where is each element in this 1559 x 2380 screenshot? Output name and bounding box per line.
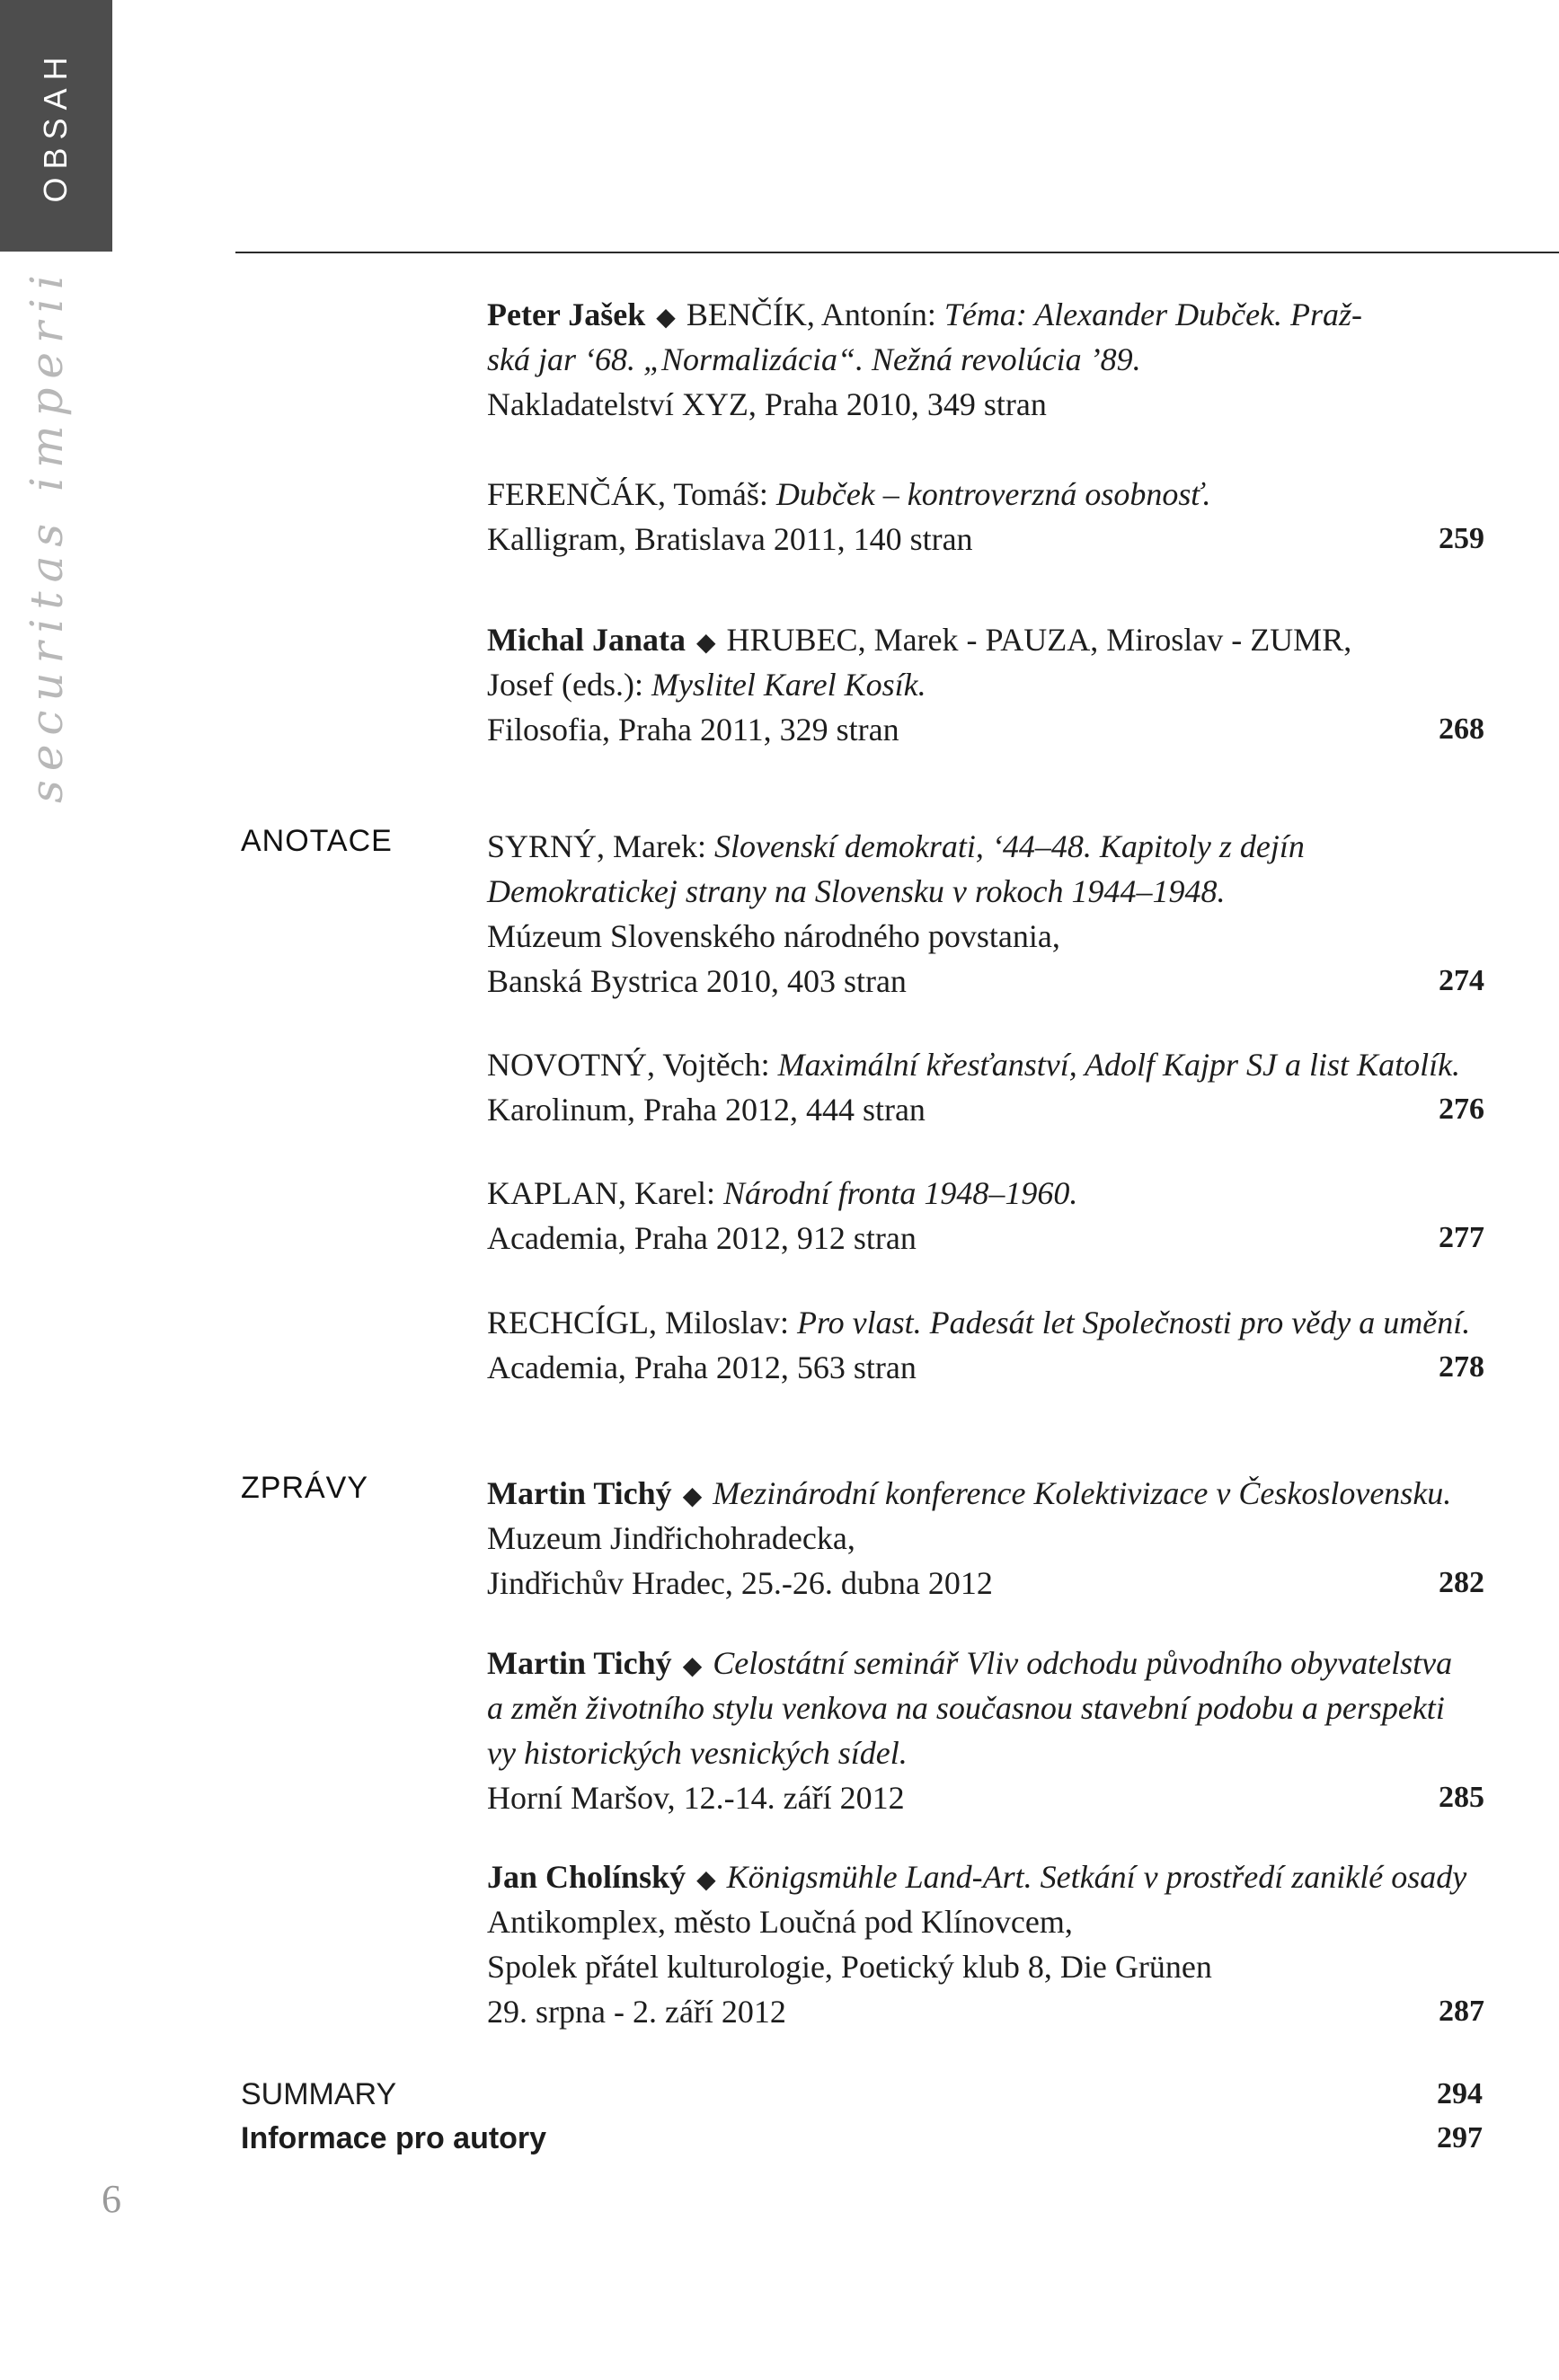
back-matter-page: 297 <box>1437 2121 1483 2154</box>
entry-page-number: 259 <box>1439 522 1484 555</box>
entry-text: Horní Maršov, 12.-14. září 2012 <box>487 1780 905 1816</box>
section-tab <box>0 0 112 252</box>
entry-title: Myslitel Karel Kosík. <box>651 667 926 703</box>
journal-title: securitas imperii <box>21 266 73 803</box>
section-tab-label: OBSAH <box>37 49 74 203</box>
entry-title: Téma: Alexander Dubček. Praž- <box>943 296 1363 332</box>
toc-entry-line <box>487 1944 1484 1989</box>
toc-entry-line <box>487 914 1484 959</box>
entry-page-number: 278 <box>1439 1350 1484 1384</box>
entry-title: Dubček – kontroverzná osobnosť. <box>775 476 1211 512</box>
diamond-icon: ◆ <box>696 1866 716 1894</box>
toc-entry-line <box>487 824 1484 869</box>
entry-text: Antikomplex, město Loučná pod Klínovcem, <box>487 1904 1073 1940</box>
header-rule <box>235 252 1559 253</box>
diamond-icon: ◆ <box>696 629 716 657</box>
entry-text: 29. srpna - 2. září 2012 <box>487 1994 786 2030</box>
entry-title: Maximální křesťanství, Adolf Kajpr SJ a list Katolík. <box>777 1047 1461 1083</box>
toc-entry-line <box>487 472 1484 517</box>
entry-author: Martin Tichý <box>487 1645 672 1681</box>
entry-text: Josef (eds.): <box>487 667 651 703</box>
toc-entry-line <box>487 517 1484 562</box>
toc-entry-line <box>487 1087 1484 1132</box>
entry-author: Martin Tichý <box>487 1475 672 1511</box>
entry-text: Karolinum, Praha 2012, 444 stran <box>487 1092 926 1128</box>
toc-entry-line <box>487 1471 1484 1516</box>
entry-text: Filosofia, Praha 2011, 329 stran <box>487 712 899 748</box>
entry-text: Spolek přátel kulturologie, Poetický klub 8, Die Grünen <box>487 1949 1212 1985</box>
entry-author: Jan Cholínský <box>487 1859 686 1895</box>
entry-text: FERENČÁK, Tomáš: <box>487 476 776 512</box>
back-matter-title: SUMMARY <box>241 2077 397 2111</box>
entry-author: Peter Jašek <box>487 296 646 332</box>
entry-page-number: 282 <box>1439 1566 1484 1599</box>
toc-entry-line <box>487 382 1484 427</box>
toc-entry-line <box>487 1561 1484 1606</box>
entry-text: Academia, Praha 2012, 912 stran <box>487 1220 917 1256</box>
toc-entry <box>487 1171 1484 1261</box>
toc-entry-line <box>487 1730 1484 1775</box>
toc-entry-line <box>487 1641 1484 1685</box>
entry-title: Mezinárodní konference Kolektivizace v Československu. <box>713 1475 1452 1511</box>
toc-entry-line <box>487 1042 1484 1087</box>
page-number: 6 <box>102 2177 121 2221</box>
back-matter-page: 294 <box>1437 2077 1483 2110</box>
entry-text: NOVOTNÝ, Vojtěch: <box>487 1047 778 1083</box>
diamond-icon: ◆ <box>682 1652 703 1680</box>
entry-text: Muzeum Jindřichohradecka, <box>487 1520 855 1556</box>
entry-text: Jindřichův Hradec, 25.-26. dubna 2012 <box>487 1565 993 1601</box>
entry-page-number: 274 <box>1439 964 1484 997</box>
toc-entry <box>487 1471 1484 1606</box>
toc-entry-line <box>487 337 1484 382</box>
toc-entry-line <box>487 1854 1484 1899</box>
toc-entry <box>487 1300 1484 1390</box>
toc-entry-line <box>487 1516 1484 1561</box>
entry-title: Slovenskí demokrati, ‘44–48. Kapitoly z dejín <box>713 828 1305 864</box>
toc-entry-line <box>487 1300 1484 1345</box>
back-matter-item <box>241 2117 1483 2160</box>
diamond-icon: ◆ <box>682 1482 703 1510</box>
toc-entry-line <box>487 1989 1484 2034</box>
toc-entry <box>487 617 1484 752</box>
entry-text: Banská Bystrica 2010, 403 stran <box>487 963 907 999</box>
entry-page-number: 277 <box>1439 1221 1484 1254</box>
toc-entry <box>487 292 1484 562</box>
entry-text: SYRNÝ, Marek: <box>487 828 714 864</box>
toc-entry-line <box>487 959 1484 1004</box>
toc-entry-line <box>487 292 1484 337</box>
entry-page-number: 276 <box>1439 1093 1484 1126</box>
entry-text: BENČÍK, Antonín: <box>686 296 944 332</box>
back-matter-title: Informace pro autory <box>241 2121 547 2155</box>
toc-entry-line <box>487 1345 1484 1390</box>
entry-text: Kalligram, Bratislava 2011, 140 stran <box>487 521 973 557</box>
toc-entry <box>487 1854 1484 2034</box>
toc-entry-line <box>487 1685 1484 1730</box>
toc-entry <box>487 824 1484 1004</box>
entry-title: ská jar ‘68. „Normalizácia“. Nežná revolúcia ’89. <box>487 341 1141 377</box>
entry-text: Academia, Praha 2012, 563 stran <box>487 1349 917 1385</box>
section-heading-anotace: ANOTACE <box>241 824 393 858</box>
entry-text: HRUBEC, Marek - PAUZA, Miroslav - ZUMR, <box>726 622 1352 658</box>
entry-title: Národní fronta 1948–1960. <box>722 1175 1078 1211</box>
toc-entry-line <box>487 869 1484 914</box>
entry-page-number: 287 <box>1439 1995 1484 2028</box>
entry-text: KAPLAN, Karel: <box>487 1175 723 1211</box>
toc-entry-line <box>487 427 1484 472</box>
toc-entry-line <box>487 1899 1484 1944</box>
entry-title: Königsmühle Land-Art. Setkání v prostředí zaniklé osady <box>726 1859 1467 1895</box>
entry-text: RECHCÍGL, Miloslav: <box>487 1305 798 1340</box>
section-heading-zpravy: ZPRÁVY <box>241 1471 369 1505</box>
entry-text: Nakladatelství XYZ, Praha 2010, 349 stran <box>487 386 1047 422</box>
entry-author: Michal Janata <box>487 622 686 658</box>
toc-entry-line <box>487 1171 1484 1216</box>
entry-title: Pro vlast. Padesát let Společnosti pro vědy a umění. <box>797 1305 1471 1340</box>
toc-entry-line <box>487 1775 1484 1820</box>
toc-entry <box>487 1641 1484 1820</box>
entry-title: a změn životního stylu venkova na současnou stavební podobu a perspekti <box>487 1690 1445 1726</box>
toc-entry-line <box>487 1216 1484 1261</box>
entry-text: Múzeum Slovenského národného povstania, <box>487 918 1060 954</box>
toc-entry-line <box>487 662 1484 707</box>
toc-entry-line <box>487 617 1484 662</box>
entry-page-number: 268 <box>1439 712 1484 746</box>
back-matter-item <box>241 2073 1483 2116</box>
toc-entry <box>487 1042 1484 1132</box>
entry-title: vy historických vesnických sídel. <box>487 1735 908 1771</box>
entry-page-number: 285 <box>1439 1781 1484 1814</box>
entry-title: Demokratickej strany na Slovensku v rokoch 1944–1948. <box>487 873 1226 909</box>
entry-title: Celostátní seminář Vliv odchodu původního obyvatelstva <box>713 1645 1453 1681</box>
toc-entry-line <box>487 707 1484 752</box>
diamond-icon: ◆ <box>656 304 676 332</box>
